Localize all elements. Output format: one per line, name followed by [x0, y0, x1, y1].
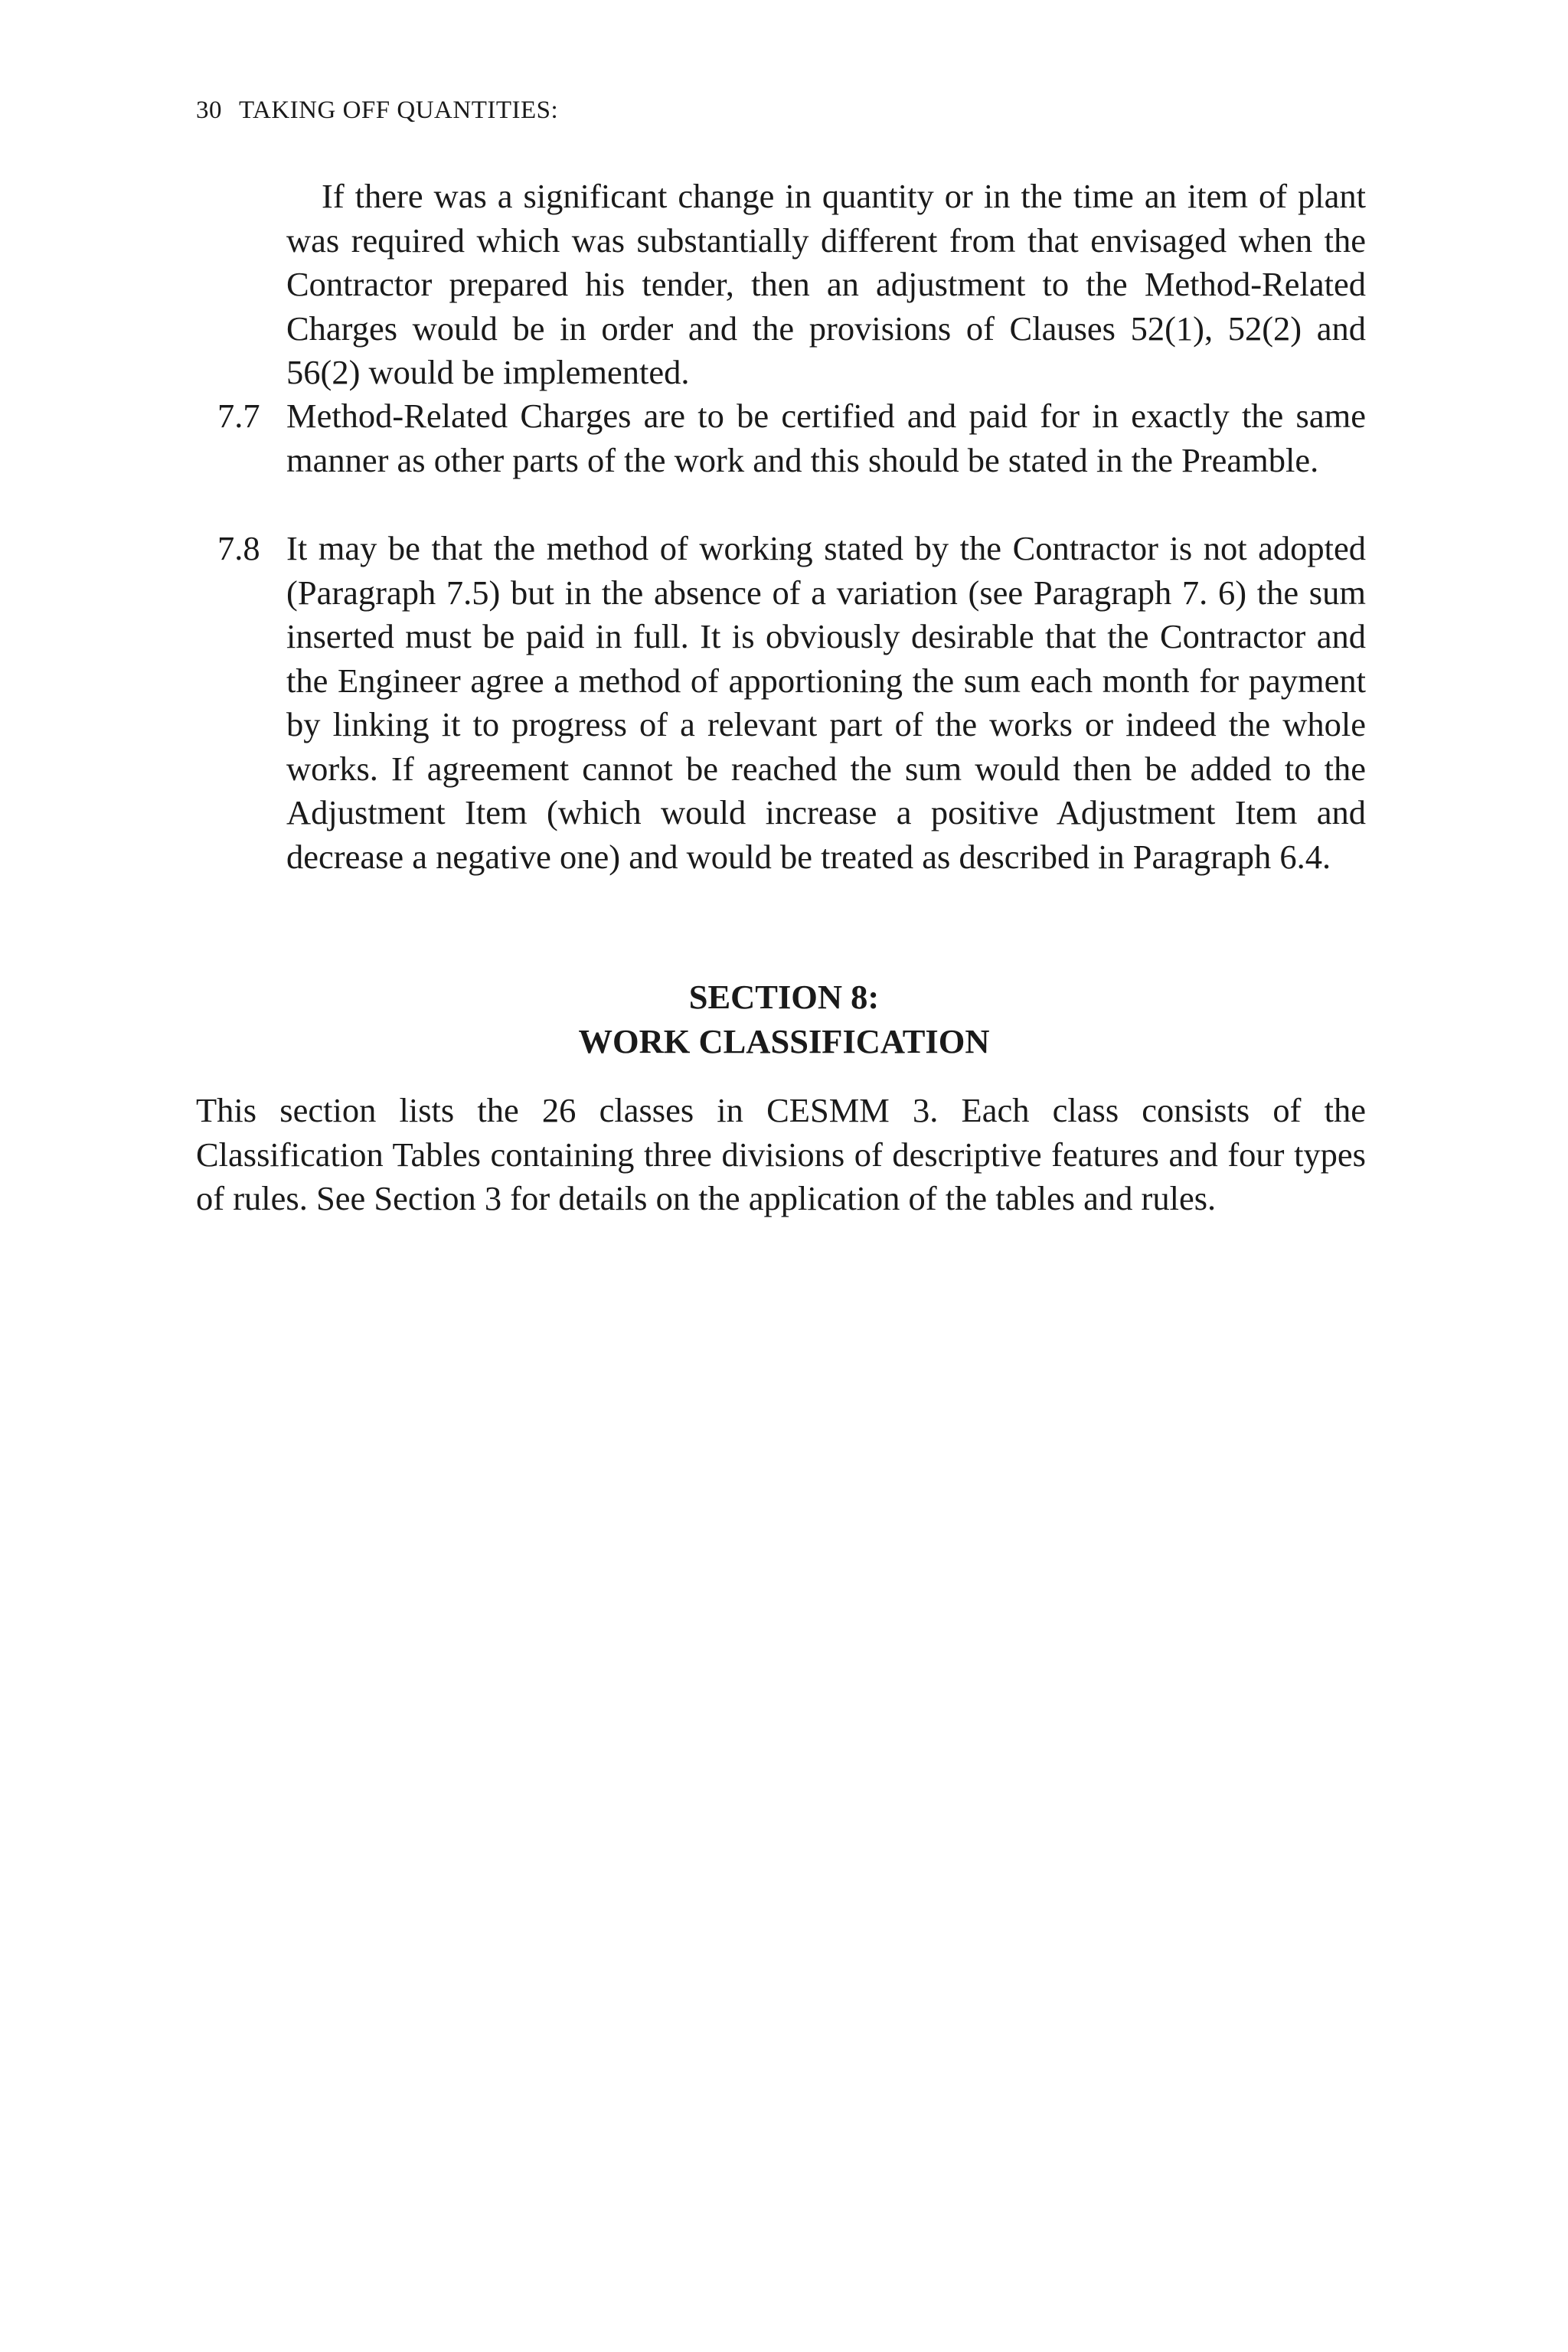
numbered-paragraph-7-8 — [193, 527, 1366, 879]
running-head-title: TAKING OFF QUANTITIES: — [239, 96, 559, 124]
section-title-heading: WORK CLASSIFICATION — [578, 1022, 990, 1060]
section-number-heading: SECTION 8: — [688, 978, 880, 1016]
section-heading — [0, 975, 1568, 1063]
page-number: 30 — [196, 96, 222, 124]
running-head — [196, 95, 558, 126]
numbered-paragraph-7-7 — [193, 394, 1366, 482]
paragraph-text: Method-Related Charges are to be certified and paid for in exactly the same manner as other parts of the work and this should be stated in the Preamble. — [286, 397, 1366, 479]
section-body-paragraph: This section lists the 26 classes in CESMM 3. Each class consists of the Classification Tables containing three divisions of descriptive features and four types of rules. See Section 3 for details on the application of the tables and rules. — [196, 1091, 1366, 1217]
intro-paragraph: If there was a significant change in quantity or in the time an item of plant was required which was substantially different from that envisaged when the Contractor prepared his tender, then an adjustment to the Method-Related Charges would be in order and the provisions of Clauses 52(1), 52(2) and 56(2) would be implemented. — [286, 177, 1366, 391]
paragraph-number: 7.7 — [217, 397, 260, 435]
paragraph-number: 7.8 — [217, 529, 260, 567]
paragraph-text: It may be that the method of working stated by the Contractor is not adopted (Paragraph 7.5) but in the absence of a variation (see Paragraph 7. 6) the sum inserted must be paid in full. It is obviously desirable that the Contractor and the Engineer agree a method of apportioning the sum each month for payment by linking it to progress of a relevant part of the works or indeed the whole works. If agreement cannot be reached the sum would then be added to the Adjustment Item (which would increase a positive Adjustment Item and decrease a negative one) and would be treated as described in Paragraph 6.4. — [286, 529, 1366, 876]
